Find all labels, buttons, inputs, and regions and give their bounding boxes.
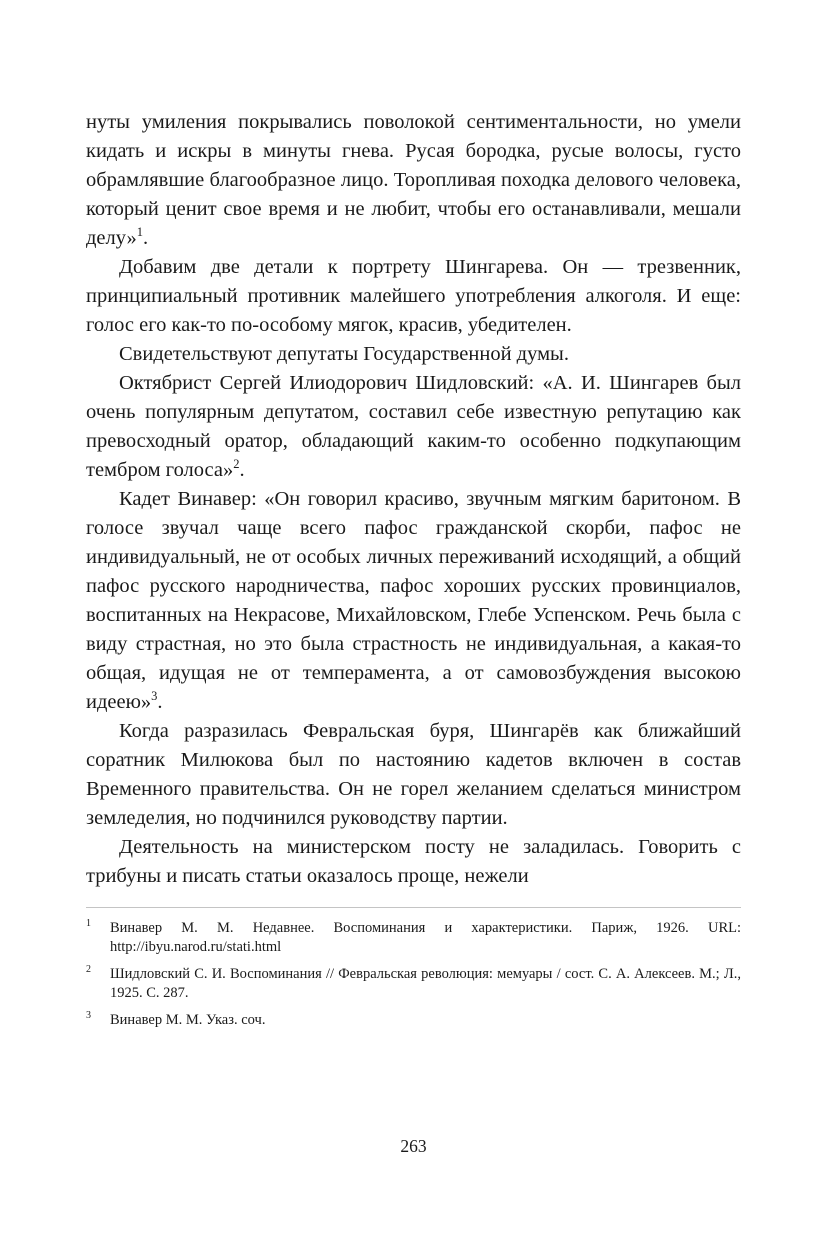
page-number: 263	[400, 1136, 427, 1156]
footnote	[86, 1011, 741, 1030]
paragraph: Добавим две детали к портрету Шингарева. Он — трезвенник, принципиальный противник малейшего употребления алкоголя. И еще: голос его как-то по-особому мягок, красив, убедителен.	[86, 256, 741, 336]
footnote	[86, 965, 741, 1003]
paragraph: Когда разразилась Февральская буря, Шингарёв как ближайший соратник Милюкова был по настоянию кадетов включен в состав Временного правительства. Он не горел желанием сделаться министром земледелия, но подчинился руководству партии.	[86, 720, 741, 829]
footnote-marker: 2	[86, 964, 91, 976]
paragraph: Свидетельствуют депутаты Государственной думы.	[119, 343, 569, 365]
paragraph: Кадет Винавер: «Он говорил красиво, звучным мягким баритоном. В голосе звучал чаще всего пафос гражданской скорби, пафос не индивидуальный, не от особых личных переживаний исходящий, а общий пафос русского народничества, пафос хороших русских провинциалов, воспитанных на Некрасове, Михайловском, Глебе Успенском. Речь была с виду страстная, но это была страстность не индивидуальная, а какая-то общая, идущая не от темперамента, а от самовозбуждения высокою идеею»$^3$.	[86, 488, 741, 713]
footnotes-section	[86, 907, 741, 1030]
footnote-text: Винавер М. М. Недавнее. Воспоминания и характеристики. Париж, 1926. URL: http://ibyu.narod.ru/stati.html	[110, 920, 741, 955]
footnote-text: Шидловский С. И. Воспоминания // Февральская революция: мемуары / сост. С. А. Алексеев. М.; Л., 1925. С. 287.	[110, 966, 741, 1001]
main-text	[86, 108, 741, 891]
footnote-text: Винавер М. М. Указ. соч.	[110, 1012, 266, 1028]
paragraph: Октябрист Сергей Илиодорович Шидловский: «А. И. Шингарев был очень популярным депутатом, составил себе известную репутацию как превосходный оратор, обладающий каким-то особенно подкупающим тембром голоса»$^2$.	[86, 372, 741, 481]
footnote-reference: 1	[136, 225, 144, 240]
footnote-reference: 2	[233, 457, 240, 472]
paragraph: Деятельность на министерском посту не заладилась. Говорить с трибуны и писать статьи оказалось проще, нежели	[86, 836, 741, 887]
footnote	[86, 919, 741, 957]
footnote-reference: 3	[151, 689, 158, 704]
footnote-marker: 1	[86, 918, 91, 930]
paragraph: нуты умиления покрывались поволокой сентиментальности, но умели кидать и искры в минуты гнева. Русая бородка, русые волосы, густо обрамлявшие благообразное лицо. Торопливая походка делового человека, который ценит свое время и не любит, чтобы его останавливали, мешали делу»$^1$.	[86, 111, 741, 249]
footnote-marker: 3	[86, 1010, 91, 1022]
